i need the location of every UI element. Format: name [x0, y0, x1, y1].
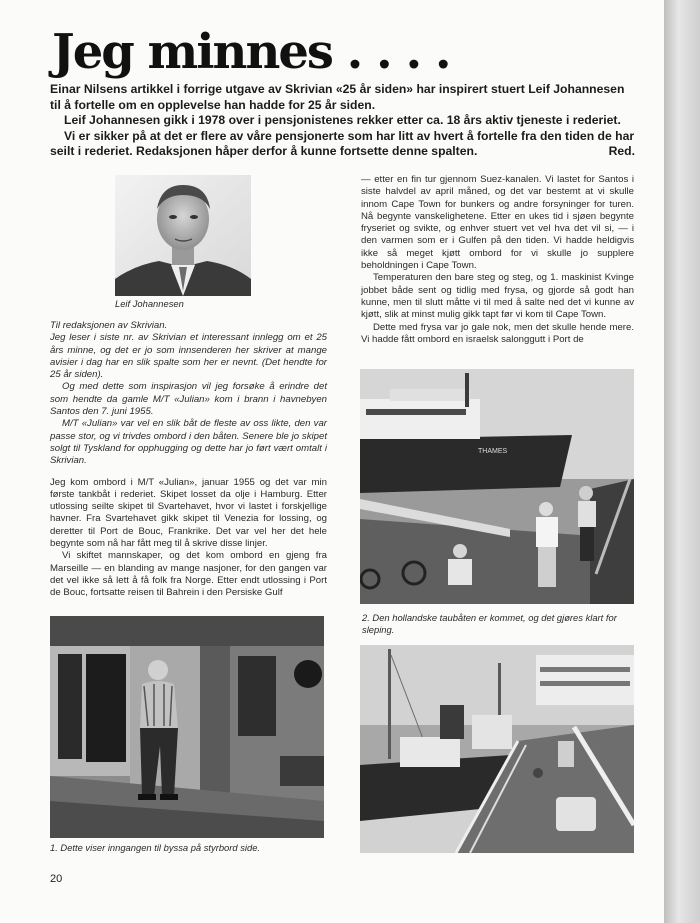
tugboat-arrived-image: [360, 369, 634, 604]
letter-paragraph-3: M/T «Julian» var vel en slik båt de fleste av oss likte, den var passe stor, og vi trivdes ombord i den båten. Senere ble jo skipet solgt til Tyskland for opphugging og dette har jo ført vært omtalt i Skrivian.: [50, 418, 327, 467]
photo1-caption: 1. Dette viser inngangen til byssa på styrbord side.: [50, 842, 261, 853]
tugboat-alongside-image: [360, 645, 634, 853]
portrait-caption: Leif Johannesen: [115, 298, 184, 309]
letter-paragraph-1: Jeg leser i siste nr. av Skrivian et interessant innlegg om et 25 års minne, og det er jo som innsenderen her skriver at mange avisier i dag har en slik spalte som her er nevnt. (Det hendte for 25 år siden).: [50, 332, 327, 381]
body-paragraph-1: Jeg kom ombord i M/T «Julian», januar 1955 og det var min første tankbåt i rederiet. Skipet losset da olje i Hamburg. Etter utlossing seilte skipet til Svartehavet, hvor vi lastet i forskjellige havner. Fra Svartehavet gikk skipet til Venezia for lossing, og deretter til Port de Bouc, Frankrike. Det var vel her det hele begynte som nå har fått meg til å skrive disse linjer.: [50, 476, 327, 550]
letter-paragraph-2: Og med dette som inspirasjon vil jeg forsøke å erindre det som hendte da gamle M/T «Julian» kom i brann i havnebyen Santos den 7. juni 1955.: [50, 381, 327, 418]
right-paragraph-2: Temperaturen den bare steg og steg, og 1. maskinist Kvinge jobbet både sent og tidlig med frysa, og gjorde så godt han kunne, men til slutt måtte vi til med å salte ned det vi kunne av kjøtt, slik at minst mulig gikk tapt før vi kom til Cape Town.: [361, 272, 634, 321]
hull-name-text: THAMES: [478, 448, 508, 455]
intro-paragraph-2: Leif Johannesen gikk i 1978 over i pensjonistenes rekker etter ca. 18 års aktiv tjeneste i rederiet.: [64, 113, 621, 128]
page-number: 20: [50, 873, 63, 885]
galley-entrance-image: [50, 616, 324, 838]
portrait-image: [115, 175, 251, 296]
intro-paragraph-1: Einar Nilsens artikkel i forrige utgave av Skrivian «25 år siden» har inspirert stuert Leif Johannesen til å fortelle om en opplevelse han hadde for 25 år siden.: [50, 82, 625, 112]
photo-galley-entrance: [50, 616, 324, 838]
intro-paragraph-3-text: Vi er sikker på at det er flere av våre pensjonerte som har litt av hvert å fortelle fra den tiden de har seilt i rederiet. Redaksjonen håper derfor å kunne fortsette denne spalten.: [50, 128, 635, 159]
portrait-photo: [115, 175, 251, 296]
photo2-caption: 2. Den hollandske taubåten er kommet, og det gjøres klart for sleping.: [362, 612, 617, 635]
intro-paragraph-3: [50, 129, 635, 160]
body-paragraph-2: Vi skiftet mannskaper, og det kom ombord en gjeng fra Marseille — en blanding av mange nasjoner, for den gangen var det vel ikke så lett å få folk fra Norge. Etter endt utlossing i Port de Bouc, fortsatte reisen til Bahrein i den Persiske Gulf: [50, 550, 327, 599]
letter-greeting: Til redaksjonen av Skrivian.: [50, 320, 168, 331]
article-intro: [50, 82, 635, 160]
scan-edge: [664, 0, 700, 923]
left-column: [50, 320, 327, 600]
right-column: [361, 174, 634, 346]
photo-tugboat-alongside: [360, 645, 634, 853]
editor-signature: Red.: [608, 144, 635, 159]
photo-tugboat-arrived: [360, 369, 634, 604]
article-title: Jeg minnes . . . .: [52, 24, 450, 80]
right-paragraph-1: — etter en fin tur gjennom Suez-kanalen. Vi lastet for Santos i siste halvdel av april måned, og det var bestemt at vi skulle innom Cape Town for bunkers og andre forsyninger for turen. Nå begynte vanskelighetene. Etter en ukes tid i sjøen begynte fryseriet og svikte, og enhver stuert vet vel hva det vil si, — i den varmen som er i Gulfen på den tiden. Vi hadde heldigvis ikke så meget kjøtt ombord for vi skulle jo supplere beholdningen i Cape Town.: [361, 174, 634, 272]
right-paragraph-3: Dette med frysa var jo gale nok, men det skulle hende mere. Vi hadde fått ombord en israelsk salonggutt i Port de: [361, 321, 634, 345]
